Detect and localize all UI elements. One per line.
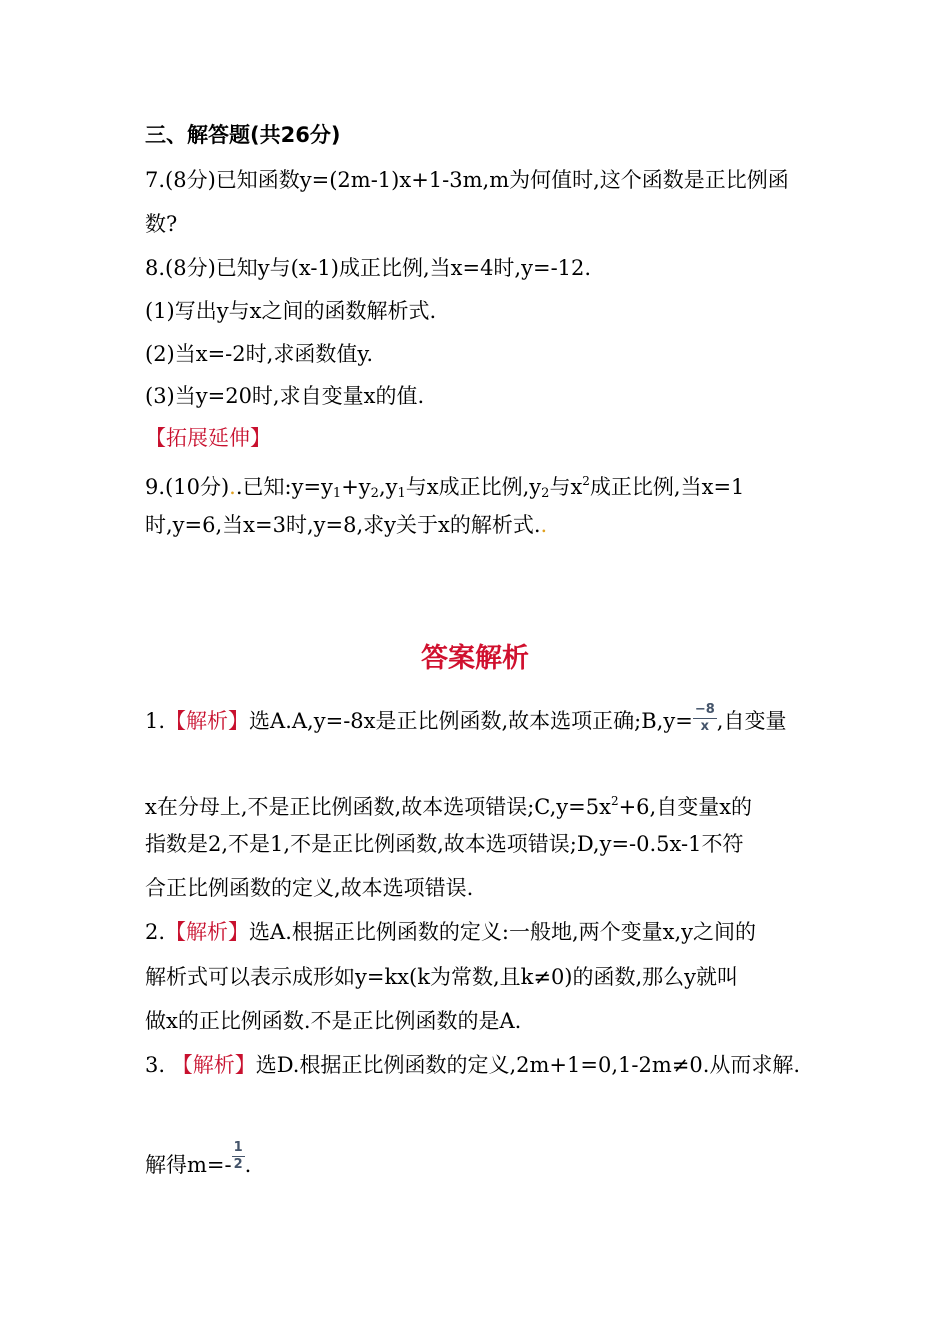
question-8-part-3: (3)当y=20时,求自变量x的值. [145, 384, 425, 408]
q9-mark: . [229, 475, 236, 499]
answer-number: 3. [145, 1053, 172, 1077]
question-9-line-1 [145, 466, 744, 509]
q9-mark: . [540, 513, 548, 537]
analysis-tag: 【解析】 [171, 1053, 256, 1077]
fraction-denominator: 2 [233, 1157, 243, 1172]
answer-2-line-1 [145, 917, 756, 947]
answer-2-line-3: 做x的正比例函数.不是正比例函数的是A. [145, 1009, 522, 1033]
q9-text: ,y [378, 475, 398, 499]
q9-text: 9.(10分) [145, 475, 230, 499]
answer-3-line-2 [145, 1140, 252, 1183]
question-8-line-1: 8.(8分)已知y与(x-1)成正比例,当x=4时,y=-12. [145, 256, 592, 280]
answer-2-line-2: 解析式可以表示成形如y=kx(k为常数,且k≠0)的函数,那么y就叫 [145, 965, 739, 989]
answer-text: +6,自变量x的 [618, 795, 753, 819]
fraction-1-over-2 [232, 1140, 245, 1173]
fraction-numerator: −8 [694, 702, 715, 717]
answer-1-line-4: 合正比例函数的定义,故本选项错误. [145, 876, 474, 900]
section-heading: 三、解答题(共26分) [145, 123, 341, 147]
answer-text: 选A.A,y=-8x是正比例函数,故本选项正确;B,y= [249, 709, 693, 733]
q9-superscript: 2 [582, 474, 590, 488]
q9-text: 成正比例,当x=1 [589, 475, 745, 499]
answer-text: ,自变量 [716, 709, 787, 733]
extension-label: 【拓展延伸】 [145, 426, 271, 450]
q9-text: 与x成正比例,y [405, 475, 542, 499]
answer-1-line-2 [145, 786, 752, 822]
answer-text: . [244, 1153, 252, 1177]
answer-text: 选A.根据正比例函数的定义:一般地,两个变量x,y之间的 [249, 920, 757, 944]
answers-title: 答案解析 [421, 643, 529, 674]
question-8-part-1: (1)写出y与x之间的函数解析式. [145, 299, 437, 323]
q9-text: 时,y=6,当x=3时,y=8,求y关于x的解析式. [145, 513, 541, 537]
analysis-tag: 【解析】 [165, 920, 250, 944]
q9-text: +y [341, 475, 371, 499]
q9-subscript: 1 [397, 486, 406, 501]
q9-text: .已知:y=y [235, 475, 333, 499]
question-9-line-2 [145, 510, 547, 540]
question-7-line-1: 7.(8分)已知函数y=(2m-1)x+1-3m,m为何值时,这个函数是正比例函 [145, 168, 789, 192]
answer-3-line-1 [145, 1050, 800, 1080]
answer-number: 1. [145, 709, 166, 733]
fraction-numerator: 1 [233, 1140, 243, 1155]
fraction-minus-8-over-x [693, 702, 717, 735]
answer-superscript: 2 [610, 794, 619, 808]
analysis-tag: 【解析】 [165, 709, 250, 733]
answer-1-line-1 [145, 702, 787, 739]
question-7-line-2: 数? [145, 212, 178, 236]
q9-text: 与x [549, 475, 583, 499]
answer-text: x在分母上,不是正比例函数,故本选项错误;C,y=5x [145, 795, 611, 819]
answer-text: 选D.根据正比例函数的定义,2m+1=0,1-2m≠0.从而求解. [255, 1053, 801, 1077]
question-8-part-2: (2)当x=-2时,求函数值y. [145, 342, 374, 366]
answer-number: 2. [145, 920, 166, 944]
answer-text: 解得m=- [145, 1153, 232, 1177]
q9-subscript: 2 [541, 486, 550, 501]
q9-subscript: 1 [332, 486, 342, 501]
q9-subscript: 2 [370, 486, 379, 501]
fraction-denominator: x [700, 719, 709, 734]
answer-1-line-3: 指数是2,不是1,不是正比例函数,故本选项错误;D,y=-0.5x-1不符 [145, 832, 744, 856]
